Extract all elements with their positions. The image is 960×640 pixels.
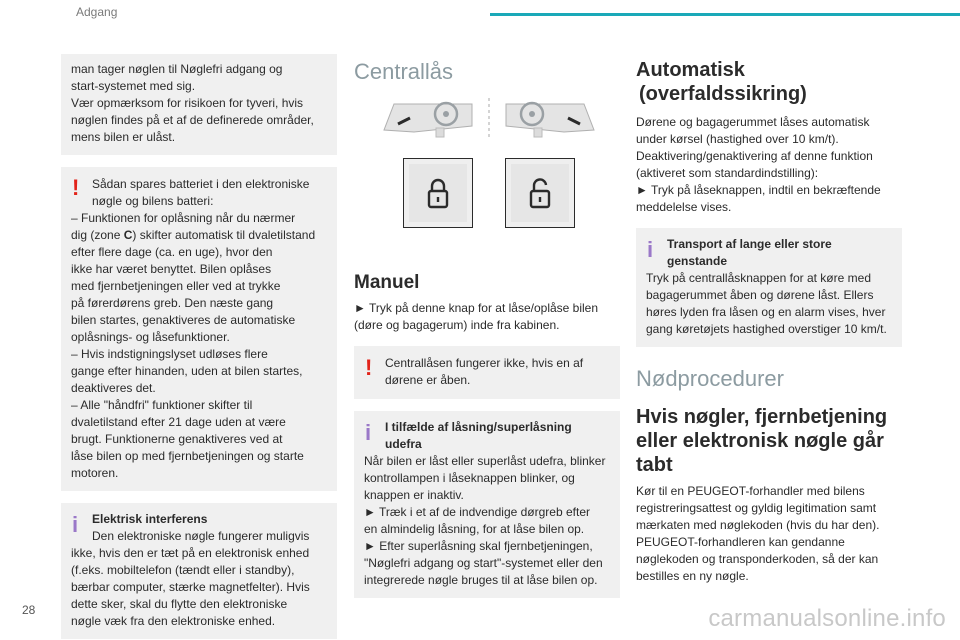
section-heading-emergency: Nødprocedurer (636, 366, 784, 391)
warning-exclamation-icon: ! (72, 175, 80, 200)
info-box-transport (636, 228, 902, 347)
text-line: ► Træk i et af de indvendige dørgreb efter (364, 505, 590, 519)
text-line: nøgle væk fra den elektroniske enhed. (71, 614, 276, 628)
heading-line: eller elektronisk nøgle går (636, 430, 884, 452)
text-line: Vær opmærksom for risikoen for tyveri, hvis (71, 96, 304, 110)
text-line: integrerede nøgle bruges til at låse bilen op. (364, 573, 598, 587)
text-line: "Nøglefri adgang og start"-systemet eller den (364, 556, 603, 570)
text-line: efter flere dage (ca. en uge), hvor den (71, 245, 273, 259)
text-line: brugt. Funktionerne genaktiveres ved at (71, 432, 283, 446)
info-box-external-locking (354, 411, 620, 598)
lock-button-face (409, 164, 467, 222)
unlock-button-illustration (505, 158, 575, 228)
text-line: motoren. (71, 466, 119, 480)
text-line: gang køretøjets hastighed overstiger 10 km/t. (646, 322, 887, 336)
running-header: Adgang (76, 5, 118, 19)
text-line: ikke har været benyttet. Bilen oplåses (71, 262, 272, 276)
info-icon: i (365, 420, 372, 445)
text-line: dette sker, skal du flytte den elektroniske (71, 597, 288, 611)
text-line: registreringsattest og gyldig legitimation samt (636, 501, 877, 515)
text-line: nøglen findes på et af de definerede områder, (71, 113, 314, 127)
text-line: (f.eks. mobiltelefon (tændt eller i standby), (71, 563, 295, 577)
text-line: – Alle "håndfri" funktioner skifter til (71, 398, 253, 412)
text-line: oplåsnings- og låsefunktioner. (71, 330, 230, 344)
text-line: dig (zone C) skifter automatisk til dvaletilstand (71, 228, 316, 242)
text-line: meddelelse vises. (636, 200, 732, 214)
text-line: bilen startes, genaktiveres de automatiske (71, 313, 296, 327)
text-line: man tager nøglen til Nøglefri adgang og (71, 62, 283, 76)
text-line: Kør til en PEUGEOT-forhandler med bilens (636, 484, 865, 498)
text-line: bagagerummet åben og dørene låst. Ellers (646, 288, 874, 302)
warning-body (71, 210, 327, 482)
text-line: – Funktionen for oplåsning når du nærmer (71, 211, 296, 225)
text-line: PEUGEOT-forhandleren kan gendanne (636, 535, 845, 549)
lock-button-illustration (403, 158, 473, 228)
text-line: på førerdørens greb. Den næste gang (71, 296, 274, 310)
text-line: med fjernbetjeningen eller ved at trykke (71, 279, 281, 293)
info-icon: i (647, 237, 654, 262)
info-icon: i (72, 512, 79, 537)
header-accent-rule (490, 13, 960, 16)
info-title: Elektrisk interferens (92, 512, 208, 526)
text-line: – Hvis indstigningslyset udløses flere (71, 347, 268, 361)
heading-line: tabt (636, 454, 673, 476)
text-line: bestilles en ny nøgle. (636, 569, 749, 583)
text-line: Centrallåsen fungerer ikke, hvis en af (385, 356, 584, 370)
text-line: (døre og bagagerum) inde fra kabinen. (354, 318, 560, 332)
heading-line: (overfaldssikring) (639, 83, 807, 105)
heading-line: Hvis nøgler, fjernbetjening (636, 406, 888, 428)
text-line: mærkaten med nøglekoden (hvis du har den). (636, 518, 880, 532)
info-title: I tilfælde af låsning/superlåsning (385, 420, 572, 434)
warning-box-battery (61, 167, 337, 491)
text-line: Deaktivering/genaktivering af denne funktion (636, 149, 873, 163)
section-heading-lost-keys (636, 405, 902, 477)
unlock-button-face (511, 164, 569, 222)
text-line: låse bilen op med fjernbetjeningen og starte (71, 449, 304, 463)
text-line: Tryk på centrallåsknappen for at køre med (646, 271, 871, 285)
right-column (636, 58, 902, 597)
info-title: genstande (667, 254, 728, 268)
text-line: nøglekoden og transponderkoden, så der kan (636, 552, 879, 566)
info-box-interference (61, 503, 337, 639)
left-column (61, 54, 337, 640)
text-line: høres lyden fra låsen og en alarm vises, hver (646, 305, 886, 319)
closed-padlock-icon (427, 177, 449, 209)
text-line: Dørene og bagagerummet låses automatisk (636, 115, 870, 129)
text-line: dvaletilstand efter 21 dage uden at være (71, 415, 286, 429)
text-line: bærbar computer, stærke magnetfelter). Hvis (71, 580, 310, 594)
text-line: Sådan spares batteriet i den elektroniske (92, 177, 310, 191)
text-line: en almindelig låsning, for at låse bilen op. (364, 522, 585, 536)
section-heading-manual: Manuel (354, 272, 420, 293)
lost-keys-paragraph (636, 483, 902, 585)
central-locking-illustration (374, 96, 604, 236)
text-line: ► Tryk på låseknappen, indtil en bekræftende (636, 183, 881, 197)
manual-paragraph (354, 300, 620, 334)
note-box-keyless (61, 54, 337, 155)
text-line: Den elektroniske nøgle fungerer muligvis (92, 529, 310, 543)
text-line: nøgle og bilens batteri: (92, 194, 214, 208)
text-line: ► Efter superlåsning skal fjernbetjeningen, (364, 539, 593, 553)
warning-exclamation-icon: ! (365, 355, 373, 380)
text-line: gange efter hinanden, uden at bilen startes, (71, 364, 303, 378)
door-panels-icon (374, 96, 604, 140)
open-padlock-icon (529, 177, 551, 209)
watermark-text: carmanualsonline.info (708, 605, 946, 632)
text-line: deaktiveres det. (71, 381, 156, 395)
section-heading-central-locking: Centrallås (354, 59, 454, 84)
heading-line: Automatisk (636, 59, 745, 81)
text-line: (aktiveret som standardindstilling): (636, 166, 819, 180)
info-title: udefra (385, 437, 422, 451)
automatic-paragraph (636, 114, 902, 216)
section-heading-automatic (636, 58, 902, 106)
text-line: dørene er åben. (385, 373, 471, 387)
info-title: Transport af lange eller store (667, 237, 832, 251)
text-line: kontrollampen i låseknappen blinker, og (364, 471, 575, 485)
middle-column (354, 58, 620, 610)
text-line: ► Tryk på denne knap for at låse/oplåse bilen (354, 301, 599, 315)
text-line: Når bilen er låst eller superlåst udefra, blinker (364, 454, 606, 468)
text-line: ikke, hvis den er tæt på en elektronisk enhed (71, 546, 310, 560)
page-number: 28 (22, 603, 36, 617)
warning-box-door-open (354, 346, 620, 399)
text-line: start-systemet med sig. (71, 79, 196, 93)
text-line: mens bilen er ulåst. (71, 130, 176, 144)
text-line: knappen er inaktiv. (364, 488, 464, 502)
text-line: under kørsel (hastighed over 10 km/t). (636, 132, 839, 146)
